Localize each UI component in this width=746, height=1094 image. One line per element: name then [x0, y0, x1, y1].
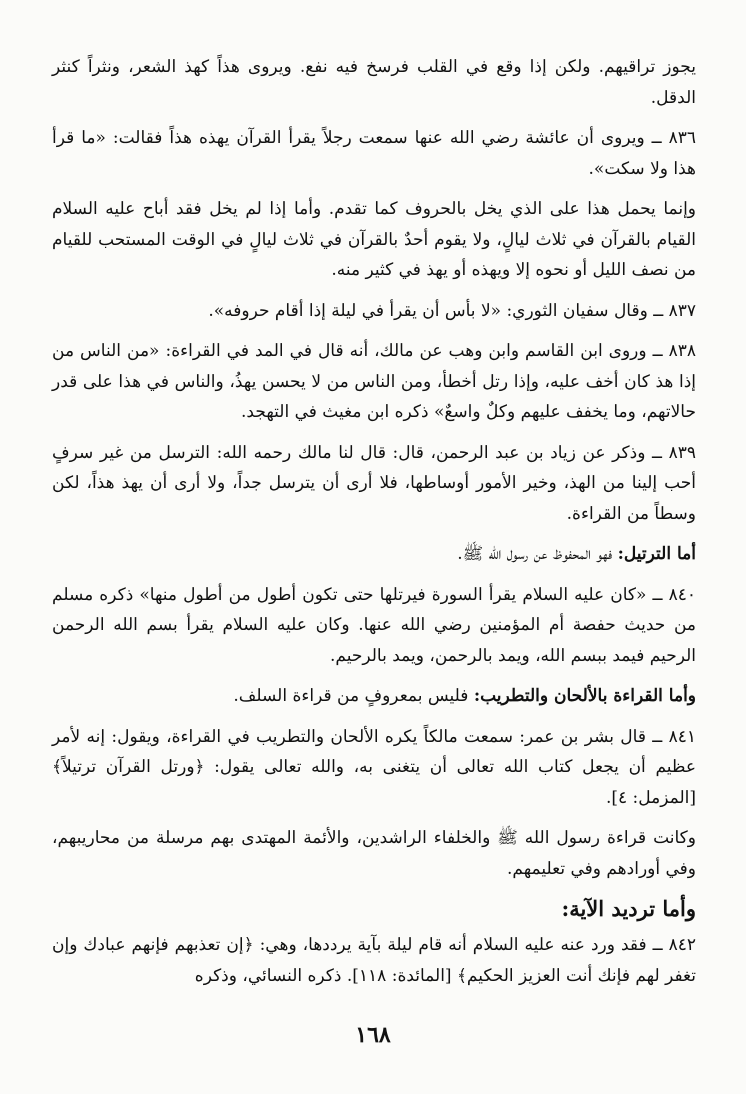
- paragraph-alhan: [52, 681, 696, 712]
- paragraph-text: «كان عليه السلام يقرأ السورة فيرتلها حتى تكون أطول من أطول منها» ذكره مسلم من حديث حفصة أم المؤمنين رضي الله عنها. وكان عليه السلام يقرأ بسم الله الرحمن الرحيم فيمد ببسم الله، ويمد بالرحمن، ويمد بالرحيم.: [52, 584, 696, 666]
- paragraph-number: ٨٤٠ ــ: [652, 584, 697, 605]
- paragraph-number: ٨٤١ ــ: [652, 726, 696, 747]
- paragraph-836: [52, 123, 696, 184]
- paragraph-text: وقال سفيان الثوري: «لا بأس أن يقرأ في ليلة إذا أقام حروفه».: [208, 300, 648, 321]
- paragraph-tartil: [52, 539, 696, 570]
- paragraph-839: [52, 438, 696, 530]
- paragraph-text: قال بشر بن عمر: سمعت مالكاً يكره الألحان والتطريب في القراءة، ويقول: إنه لأمر عظيم أن يجعل كتاب الله تعالى أن يتغنى به، والله تعالى يقول: ﴿ورتل القرآن ترتيلاً﴾ [المزمل: ٤].: [52, 726, 696, 808]
- paragraph-number: ٨٤٢ ــ: [652, 935, 696, 955]
- section-title: وأما ترديد الآية:: [561, 896, 696, 921]
- paragraph-text: فليس بمعروفٍ من قراءة السلف.: [233, 686, 469, 706]
- paragraph-text: فقد ورد عنه عليه السلام أنه قام ليلة بآية يرددها، وهي: ﴿إن تعذبهم فإنهم عبادك وإن تغفر لهم فإنك أنت العزيز الحكيم﴾ [المائدة: ١١٨]. ذكره النسائي، وذكره: [52, 935, 696, 986]
- paragraph-838: [52, 336, 696, 428]
- paragraph-text: ويروى أن عائشة رضي الله عنها سمعت رجلاً يقرأ القرآن يهذه هذاً فقالت: «ما قرأ هذا ولا سكت».: [52, 128, 696, 179]
- paragraph-842: [52, 930, 696, 991]
- paragraph-lead: أما الترتيل:: [617, 544, 696, 564]
- paragraph-text: وإنما يحمل هذا على الذي يخل بالحروف كما تقدم. وأما إذا لم يخل فقد أباح عليه السلام القيام بالقرآن في ثلاث ليالٍ، ولا يقوم أحدٌ بالقرآن في ثلاث ليالٍ في الوقت المستحب للقيام من نصف الليل أو نحوه إلا ويهذه أو يهذ في كثير منه.: [52, 199, 696, 280]
- paragraph-837: [52, 296, 696, 327]
- paragraph-commentary-1: [52, 194, 696, 286]
- paragraph-841: [52, 722, 696, 814]
- paragraph-intro: [52, 52, 696, 113]
- paragraph-number: ٨٣٨ ــ: [652, 341, 696, 361]
- paragraph-text: يجوز تراقيهم. ولكن إذا وقع في القلب فرسخ فيه نفع. ويروى هذاً كهذ الشعر، ونثراً كنثر الدقل.: [52, 57, 696, 108]
- paragraph-text: وروى ابن القاسم وابن وهب عن مالك، أنه قال في المد في القراءة: «من الناس من إذا هذ كان أخف عليه، وإذا رتل أخطأ، ومن الناس من لا يحسن يهذُ، والناس في هذا على قدر حالاتهم، وما يخفف عليهم وكلٌ واسعٌ» ذكره ابن مغيث في التهجد.: [52, 341, 696, 422]
- paragraph-text: وذكر عن زياد بن عبد الرحمن، قال: قال لنا مالك رحمه الله: الترسل من غير سرفٍ أحب إلينا من الهذ، وخير الأمور أوساطها، فلا أرى أن يترسل جداً، ولا أرى أن يهذ هذاً، لكن وسطاً من القراءة.: [52, 442, 696, 524]
- paragraph-text: فهو المحفوظ عن رسول الله ﷺ.: [457, 544, 613, 564]
- paragraph-number: ٨٣٧ ــ: [653, 300, 696, 321]
- paragraph-number: ٨٣٦ ــ: [651, 128, 696, 148]
- paragraph-number: ٨٣٩ ــ: [652, 442, 696, 463]
- paragraph-commentary-2: [52, 823, 696, 884]
- page-number: ١٦٨: [355, 1022, 391, 1048]
- paragraph-text: وكانت قراءة رسول الله ﷺ والخلفاء الراشدين، والأئمة المهتدى بهم مرسلة من محاريبهم، وفي أورادهم وفي تعليمهم.: [52, 828, 696, 879]
- paragraph-840: [52, 580, 696, 672]
- paragraph-lead: وأما القراءة بالألحان والتطريب:: [473, 686, 696, 706]
